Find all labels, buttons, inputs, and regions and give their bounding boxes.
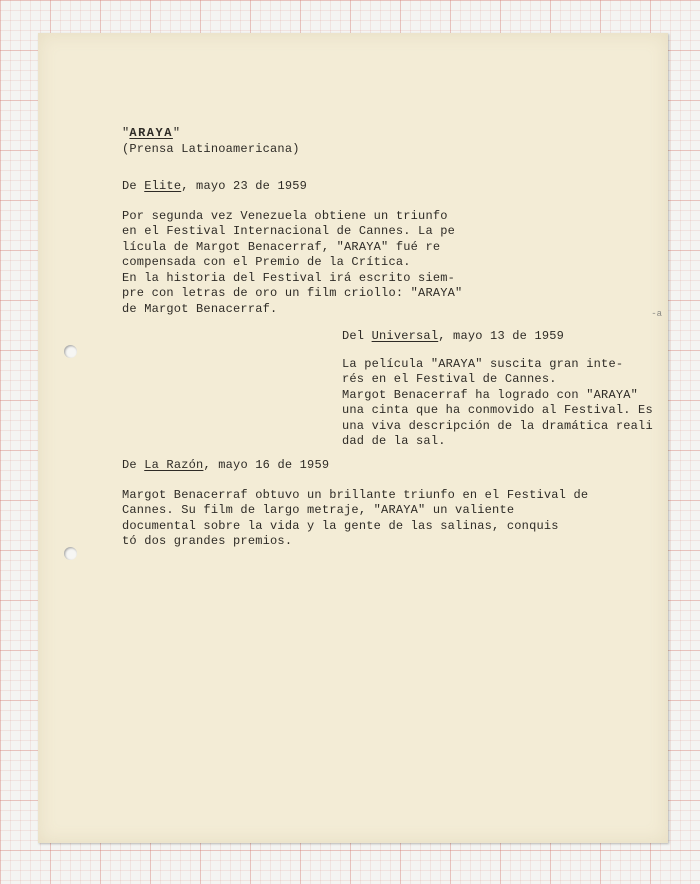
source-name: Universal	[371, 329, 439, 343]
body-line: En la historia del Festival irá escrito siem-	[122, 270, 456, 285]
body-line: pre con letras de oro un film criollo: "ARAYA"	[122, 286, 463, 300]
title-text: ARAYA	[129, 126, 173, 140]
title-quote-close: "	[172, 126, 181, 140]
body-line: Margot Benacerraf obtuvo un brillante triunfo en el Festival de	[122, 487, 589, 502]
body-line: Margot Benacerraf ha logrado con "ARAYA"	[342, 387, 639, 402]
body-line: rés en el Festival de Cannes.	[342, 372, 557, 386]
article-source-line	[122, 179, 462, 195]
body-line: dad de la sal.	[342, 434, 446, 448]
article-la-razon	[122, 458, 588, 550]
page-mark: -a	[651, 309, 662, 319]
source-name: Elite	[144, 179, 182, 193]
punch-hole-bottom	[64, 547, 77, 560]
article-body	[122, 209, 462, 318]
body-line: tó dos grandes premios.	[122, 534, 293, 548]
body-line: documental sobre la vida y la gente de las salinas, conquis	[122, 518, 559, 533]
source-date: , mayo 16 de 1959	[203, 458, 330, 472]
source-date: , mayo 23 de 1959	[181, 179, 308, 193]
article-elite	[122, 179, 462, 317]
body-line: de Margot Benacerraf.	[122, 301, 278, 316]
punch-hole-top	[64, 345, 77, 358]
document-header	[122, 126, 300, 157]
source-date: , mayo 13 de 1959	[438, 329, 565, 343]
body-line: lícula de Margot Benacerraf, "ARAYA" fué re	[122, 239, 441, 254]
body-line: La película "ARAYA" suscita gran inte-	[342, 356, 624, 371]
article-source-line	[122, 458, 588, 474]
body-line: una viva descripción de la dramática reali	[342, 418, 653, 433]
document-page	[38, 33, 668, 843]
body-line: compensada con el Premio de la Crítica.	[122, 255, 411, 269]
body-line: una cinta que ha conmovido al Festival. Es	[342, 403, 653, 417]
title-quote-open: "	[122, 126, 130, 140]
article-source-line	[342, 329, 653, 345]
source-name: La Razón	[144, 458, 204, 472]
body-line: en el Festival Internacional de Cannes. La pe	[122, 224, 456, 238]
article-body	[122, 488, 588, 550]
article-universal	[342, 329, 653, 450]
source-prefix: De	[122, 179, 145, 193]
source-prefix: De	[122, 458, 145, 472]
article-body	[342, 357, 653, 450]
source-prefix: Del	[342, 329, 372, 343]
document-subtitle: (Prensa Latinoamericana)	[122, 141, 300, 156]
document-title	[122, 126, 300, 142]
body-line: Cannes. Su film de largo metraje, "ARAYA" un valiente	[122, 503, 515, 517]
body-line: Por segunda vez Venezuela obtiene un triunfo	[122, 208, 448, 223]
